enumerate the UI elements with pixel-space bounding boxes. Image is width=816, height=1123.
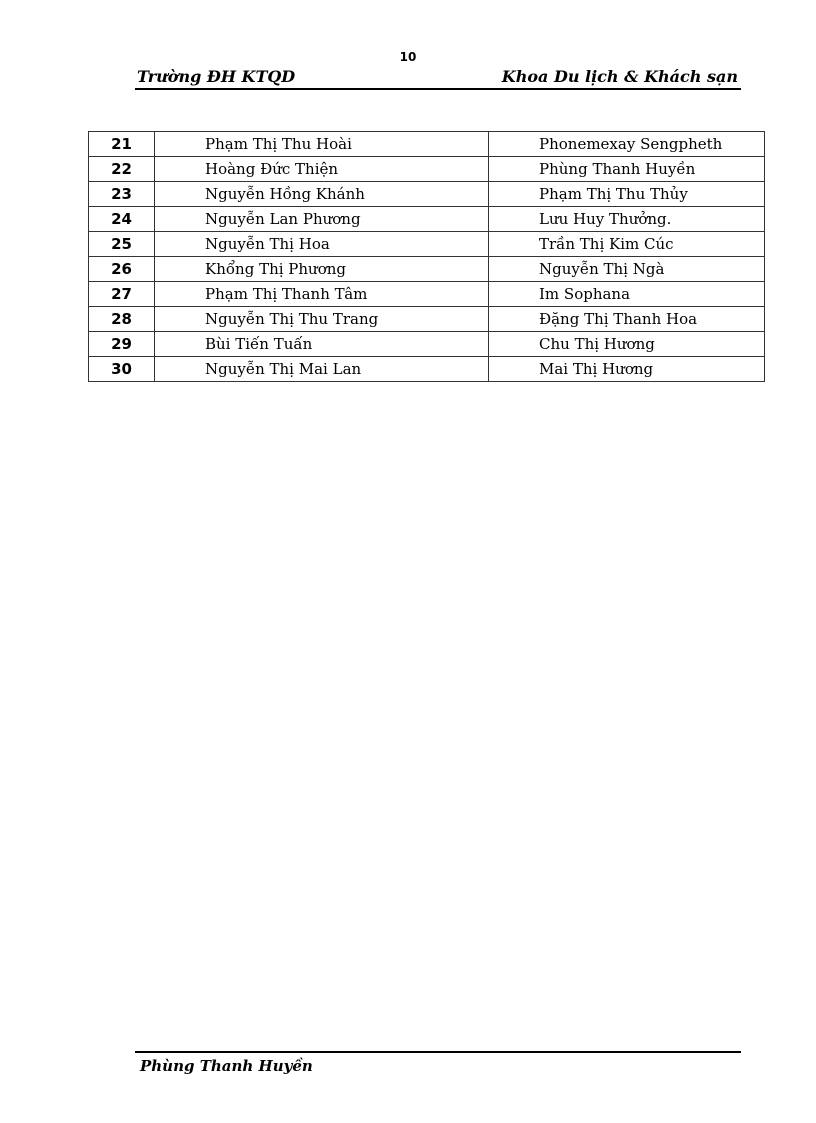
student-list-body <box>89 132 765 382</box>
name-cell-left: Nguyễn Thị Thu Trang <box>155 307 489 332</box>
page-number: 10 <box>399 50 417 64</box>
row-number-cell: 22 <box>89 157 155 182</box>
row-number-cell: 29 <box>89 332 155 357</box>
name-cell-left: Hoàng Đức Thiện <box>155 157 489 182</box>
name-cell-left: Phạm Thị Thu Hoài <box>155 132 489 157</box>
name-cell-right: Phùng Thanh Huyền <box>489 157 765 182</box>
name-cell-right: Trần Thị Kim Cúc <box>489 232 765 257</box>
row-number-cell: 27 <box>89 282 155 307</box>
row-number-cell: 25 <box>89 232 155 257</box>
row-number-cell: 21 <box>89 132 155 157</box>
table-row <box>89 232 765 257</box>
student-list-table <box>88 131 765 382</box>
table-row <box>89 307 765 332</box>
table-row <box>89 132 765 157</box>
table-row <box>89 207 765 232</box>
name-cell-right: Đặng Thị Thanh Hoa <box>489 307 765 332</box>
table-row <box>89 357 765 382</box>
table-row <box>89 157 765 182</box>
name-cell-left: Bùi Tiến Tuấn <box>155 332 489 357</box>
name-cell-right: Mai Thị Hương <box>489 357 765 382</box>
name-cell-left: Nguyễn Thị Mai Lan <box>155 357 489 382</box>
name-cell-left: Nguyễn Hồng Khánh <box>155 182 489 207</box>
table-row <box>89 257 765 282</box>
name-cell-right: Phạm Thị Thu Thủy <box>489 182 765 207</box>
header-divider <box>135 88 741 90</box>
table-row <box>89 182 765 207</box>
name-cell-right: Im Sophana <box>489 282 765 307</box>
row-number-cell: 26 <box>89 257 155 282</box>
name-cell-left: Nguyễn Lan Phương <box>155 207 489 232</box>
name-cell-right: Lưu Huy Thưởng. <box>489 207 765 232</box>
row-number-cell: 23 <box>89 182 155 207</box>
name-cell-left: Nguyễn Thị Hoa <box>155 232 489 257</box>
table-row <box>89 332 765 357</box>
table-row <box>89 282 765 307</box>
footer-author-name: Phùng Thanh Huyền <box>140 1057 313 1075</box>
name-cell-left: Khổng Thị Phương <box>155 257 489 282</box>
row-number-cell: 24 <box>89 207 155 232</box>
header-school-name: Trường ĐH KTQD <box>137 67 296 86</box>
name-cell-right: Nguyễn Thị Ngà <box>489 257 765 282</box>
header-faculty-name: Khoa Du lịch & Khách sạn <box>501 67 738 86</box>
name-cell-right: Phonemexay Sengpheth <box>489 132 765 157</box>
footer-divider <box>135 1051 741 1053</box>
name-cell-left: Phạm Thị Thanh Tâm <box>155 282 489 307</box>
row-number-cell: 30 <box>89 357 155 382</box>
row-number-cell: 28 <box>89 307 155 332</box>
name-cell-right: Chu Thị Hương <box>489 332 765 357</box>
